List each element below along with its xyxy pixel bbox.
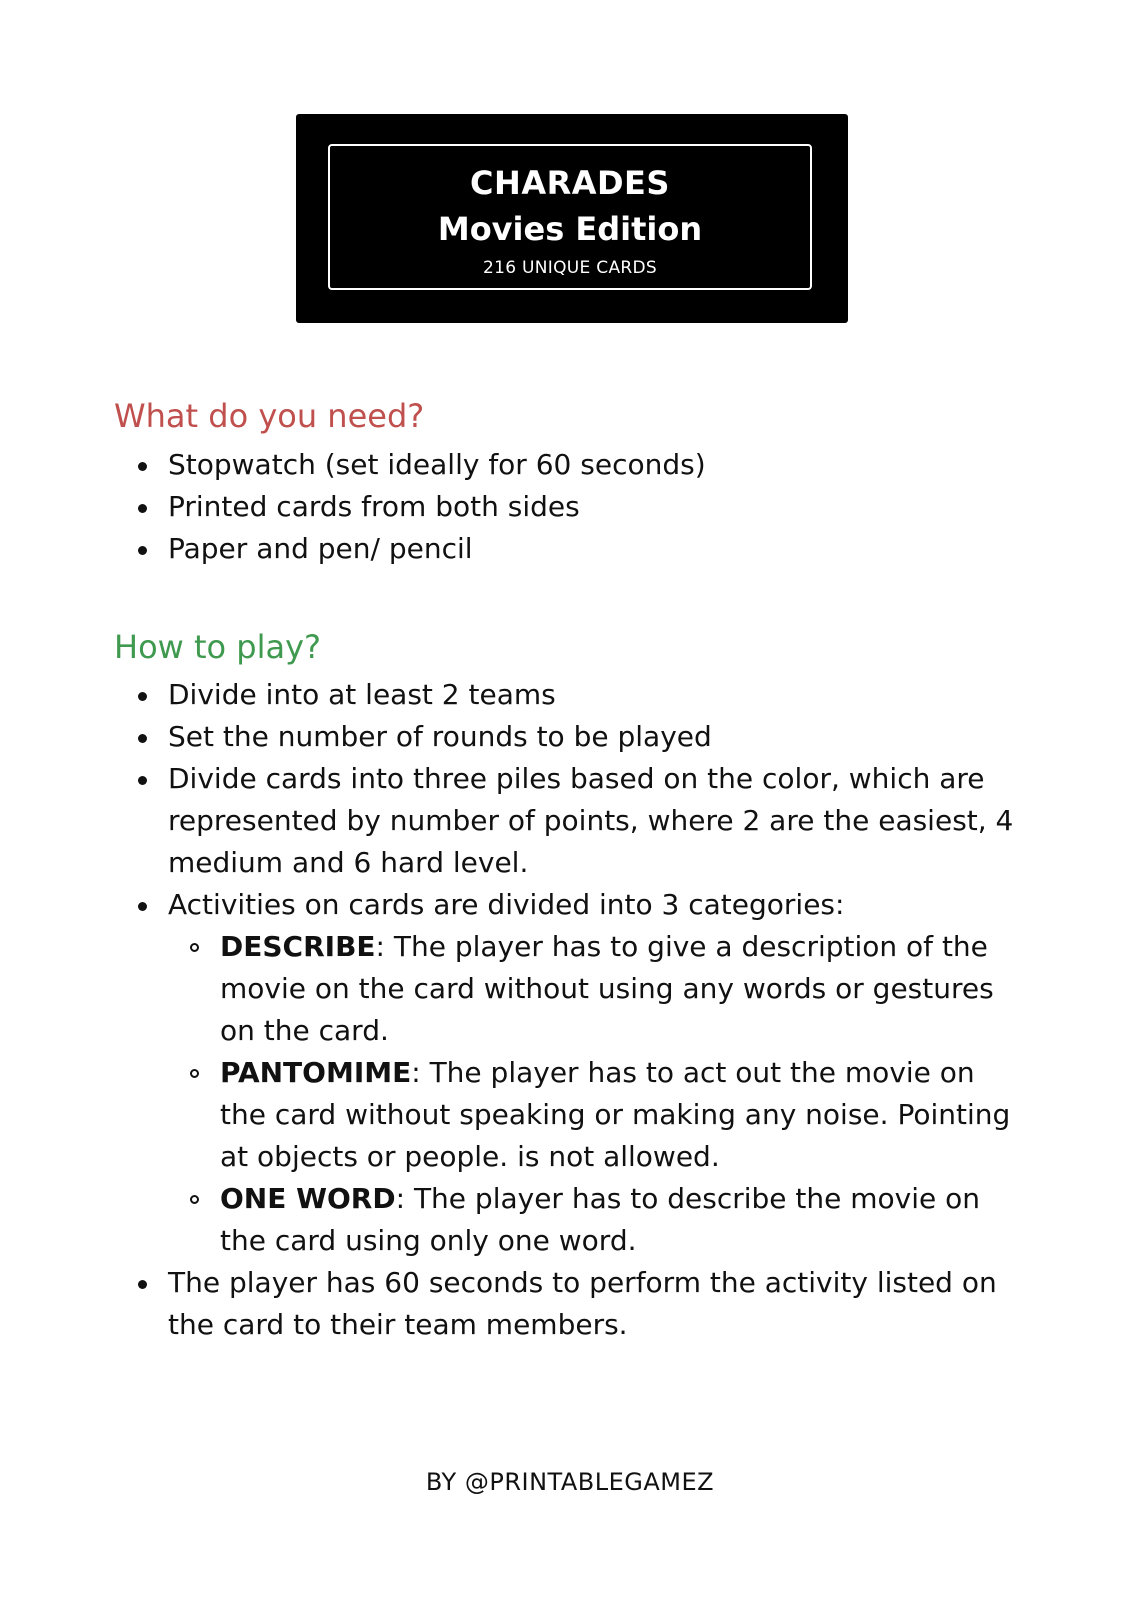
list-item-text: Stopwatch (set ideally for 60 seconds) <box>168 448 706 481</box>
list-item <box>134 884 1024 1262</box>
list-item-text: Set the number of rounds to be played <box>168 720 712 753</box>
category-term: PANTOMIME <box>220 1056 412 1089</box>
bullet-icon <box>138 546 147 555</box>
list-item-text: Divide into at least 2 teams <box>168 678 556 711</box>
list-item-text: Activities on cards are divided into 3 categories: <box>168 888 845 921</box>
list-item-text: Printed cards from both sides <box>168 490 580 523</box>
bullet-icon <box>138 692 147 701</box>
hollow-bullet-icon <box>190 1069 199 1078</box>
bullet-icon <box>138 1280 147 1289</box>
list-item <box>134 444 1034 486</box>
title-box <box>296 114 848 323</box>
play-heading: How to play? <box>114 628 322 666</box>
category-list <box>168 926 1024 1262</box>
category-description: : The player has to act out the movie on the card without speaking or making any noise. Pointing at objects or people. is not allowed. <box>220 1056 1011 1173</box>
category-description: : The player has to describe the movie on the card using only one word. <box>220 1182 981 1257</box>
list-item <box>134 758 1024 884</box>
edition-title: Movies Edition <box>437 210 703 248</box>
category-item <box>168 1178 1024 1262</box>
category-description: : The player has to give a description of the movie on the card without using any words or gestures on the card. <box>220 930 994 1047</box>
list-item <box>134 1262 1024 1346</box>
card-count: 216 UNIQUE CARDS <box>483 258 657 278</box>
category-term: ONE WORD <box>220 1182 396 1215</box>
title-frame <box>328 144 812 290</box>
hollow-bullet-icon <box>190 943 199 952</box>
list-item <box>134 528 1034 570</box>
hollow-bullet-icon <box>190 1195 199 1204</box>
play-list <box>134 674 1024 1346</box>
list-item <box>134 674 1024 716</box>
list-item-text: The player has 60 seconds to perform the activity listed on the card to their team members. <box>168 1266 997 1341</box>
category-item <box>168 1052 1024 1178</box>
bullet-icon <box>138 902 147 911</box>
category-term: DESCRIBE <box>220 930 376 963</box>
game-title: CHARADES <box>470 164 670 202</box>
bullet-icon <box>138 776 147 785</box>
category-item <box>168 926 1024 1052</box>
list-item-text: Divide cards into three piles based on the color, which are represented by number of points, where 2 are the easiest, 4 medium and 6 hard level. <box>168 762 1014 879</box>
need-heading: What do you need? <box>114 397 425 435</box>
list-item-text: Paper and pen/ pencil <box>168 532 473 565</box>
bullet-icon <box>138 734 147 743</box>
list-item <box>134 716 1024 758</box>
footer-credit: BY @PRINTABLEGAMEZ <box>425 1468 715 1496</box>
bullet-icon <box>138 462 147 471</box>
list-item <box>134 486 1034 528</box>
bullet-icon <box>138 504 147 513</box>
need-list <box>134 444 1034 570</box>
